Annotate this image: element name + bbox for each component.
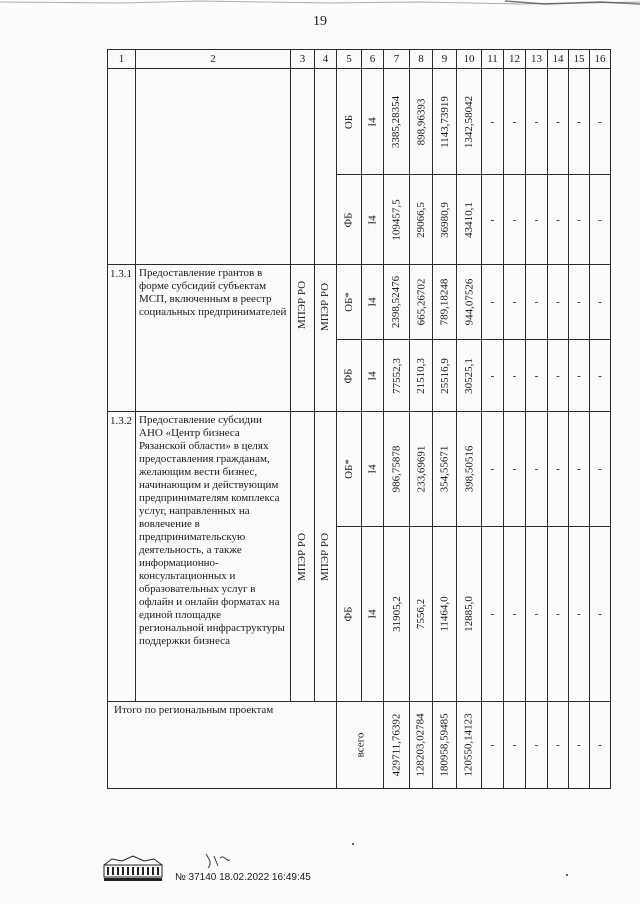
funding-source: ФБ	[342, 606, 355, 622]
value-col11: -	[482, 412, 504, 527]
value-col13: -	[526, 340, 548, 412]
header-col-12: 12	[504, 50, 526, 69]
value-col13: -	[526, 527, 548, 702]
value-col7: 31905,2	[390, 596, 403, 632]
header-col-3: 3	[291, 50, 315, 69]
funding-source: ОБ*	[342, 459, 355, 479]
value-col11: -	[482, 69, 504, 175]
total-col12: -	[504, 702, 526, 789]
header-col-15: 15	[569, 50, 590, 69]
value-col15: -	[569, 69, 590, 175]
total-col7: 429711,76392	[390, 713, 403, 777]
cont-num-cell	[108, 69, 136, 265]
row-description: Предоставление грантов в форме субсидий субъектам МСП, включенным в реестр социальных предпринимателей	[136, 265, 291, 412]
value-col12: -	[504, 412, 526, 527]
value-col7: 2398,52476	[390, 275, 403, 329]
funding-source: ОБ	[342, 114, 355, 129]
executor-cell	[291, 265, 315, 412]
header-row	[108, 50, 611, 69]
header-col-16: 16	[590, 50, 611, 69]
executor-cell	[291, 412, 315, 702]
project-code: I4	[366, 464, 379, 474]
value-col13: -	[526, 175, 548, 265]
value-col9: 1143,73919	[438, 95, 451, 148]
funding-source: ФБ	[342, 211, 355, 228]
header-col-13: 13	[526, 50, 548, 69]
value-col9: 25516,9	[438, 357, 451, 394]
total-label: Итого по региональным проектам	[108, 702, 337, 789]
header-col-6: 6	[362, 50, 384, 69]
funding-source: ФБ	[342, 367, 355, 384]
value-col15: -	[569, 265, 590, 340]
value-col16: -	[590, 527, 611, 702]
header-col-8: 8	[410, 50, 433, 69]
value-col8: 898,96393	[415, 98, 427, 145]
value-col8: 7556,2	[415, 598, 427, 630]
value-col10: 43410,1	[463, 201, 475, 238]
value-col10: 398,50516	[463, 445, 475, 493]
value-col15: -	[569, 527, 590, 702]
executor: МПЭР РО	[296, 532, 309, 581]
funding-source: ОБ*	[342, 292, 355, 312]
value-col13: -	[526, 265, 548, 340]
budget-table	[107, 49, 611, 789]
total-col16: -	[590, 702, 611, 789]
value-col16: -	[590, 265, 611, 340]
value-col10: 30525,1	[463, 357, 475, 394]
value-col12: -	[504, 340, 526, 412]
project-code: I4	[366, 297, 379, 307]
value-col14: -	[548, 340, 569, 412]
project-code: I4	[366, 116, 379, 127]
header-col-4: 4	[315, 50, 337, 69]
value-col8: 29066,5	[415, 201, 427, 238]
project-code: I4	[366, 214, 379, 225]
value-col11: -	[482, 265, 504, 340]
table-row	[108, 412, 611, 527]
header-col-14: 14	[548, 50, 569, 69]
value-col15: -	[569, 340, 590, 412]
value-col11: -	[482, 527, 504, 702]
total-col8: 128203,02784	[415, 713, 427, 777]
value-col8: 233,69691	[415, 445, 427, 493]
value-col12: -	[504, 527, 526, 702]
value-col9: 789,18248	[438, 278, 451, 326]
header-col-1: 1	[108, 50, 136, 69]
page-number: 19	[313, 14, 327, 29]
header-col-7: 7	[384, 50, 410, 69]
total-col15: -	[569, 702, 590, 789]
emblem-stamp-icon	[102, 855, 164, 883]
value-col14: -	[548, 412, 569, 527]
value-col7: 986,75878	[390, 445, 403, 493]
header-col-10: 10	[457, 50, 482, 69]
total-col10: 120550,14123	[463, 713, 475, 777]
value-col9: 36980,9	[438, 201, 451, 238]
scan-speck	[352, 843, 354, 845]
executor: МПЭР РО	[296, 281, 309, 330]
coexecutor-cell	[315, 265, 337, 412]
value-col15: -	[569, 412, 590, 527]
row-description: Предоставление субсидии АНО «Центр бизнеса Рязанской области» в целях предоставления гражданам, желающим вести бизнес, начинающим и действующим предпринимателям комплекса услуг, направленных на вовлечение в предпринимательскую деятельность, а также информационно-консультационных и образовательных услуг в офлайн и онлайн форматах на единой площадке региональной инфраструктуры поддержки бизнеса	[136, 412, 291, 702]
value-col10: 1342,58042	[463, 95, 475, 148]
total-source: всего	[354, 732, 366, 758]
total-row	[108, 702, 611, 789]
cont-col4-cell	[315, 69, 337, 265]
value-col15: -	[569, 175, 590, 265]
value-col14: -	[548, 69, 569, 175]
total-col14: -	[548, 702, 569, 789]
total-col13: -	[526, 702, 548, 789]
row-number: 1.3.2	[108, 412, 136, 702]
value-col10: 944,07526	[463, 278, 475, 326]
value-col8: 21510,3	[415, 357, 427, 394]
value-col14: -	[548, 175, 569, 265]
value-col16: -	[590, 412, 611, 527]
value-col13: -	[526, 69, 548, 175]
value-col16: -	[590, 175, 611, 265]
value-col16: -	[590, 69, 611, 175]
value-col7: 109457,5	[390, 198, 403, 241]
project-code: I4	[366, 609, 379, 619]
value-col11: -	[482, 175, 504, 265]
table-row	[108, 265, 611, 340]
value-col11: -	[482, 340, 504, 412]
value-col12: -	[504, 175, 526, 265]
cont-desc-cell	[136, 69, 291, 265]
header-col-2: 2	[136, 50, 291, 69]
value-col8: 665,26702	[415, 278, 427, 326]
scan-speck	[566, 874, 568, 876]
header-col-5: 5	[337, 50, 362, 69]
project-code: I4	[366, 370, 379, 381]
total-col11: -	[482, 702, 504, 789]
header-col-9: 9	[433, 50, 457, 69]
document-registration: № 37140 18.02.2022 16:49:45	[175, 872, 311, 883]
value-col16: -	[590, 340, 611, 412]
total-col9: 180958,59485	[438, 713, 451, 777]
value-col12: -	[504, 69, 526, 175]
coexecutor: МПЭР РО	[319, 283, 332, 332]
header-col-11: 11	[482, 50, 504, 69]
value-col13: -	[526, 412, 548, 527]
cont-col3-cell	[291, 69, 315, 265]
value-col12: -	[504, 265, 526, 340]
value-col7: 77552,3	[390, 357, 403, 394]
value-col14: -	[548, 527, 569, 702]
scan-edge-noise	[0, 0, 640, 6]
value-col9: 11464,0	[438, 596, 451, 632]
value-col9: 354,55671	[438, 445, 451, 493]
value-col7: 3385,28354	[390, 95, 403, 148]
row-number: 1.3.1	[108, 265, 136, 412]
handwritten-mark-icon	[204, 850, 234, 872]
coexecutor-cell	[315, 412, 337, 702]
coexecutor: МПЭР РО	[319, 532, 332, 581]
table-row	[108, 69, 611, 175]
value-col14: -	[548, 265, 569, 340]
value-col10: 12885,0	[463, 596, 475, 632]
